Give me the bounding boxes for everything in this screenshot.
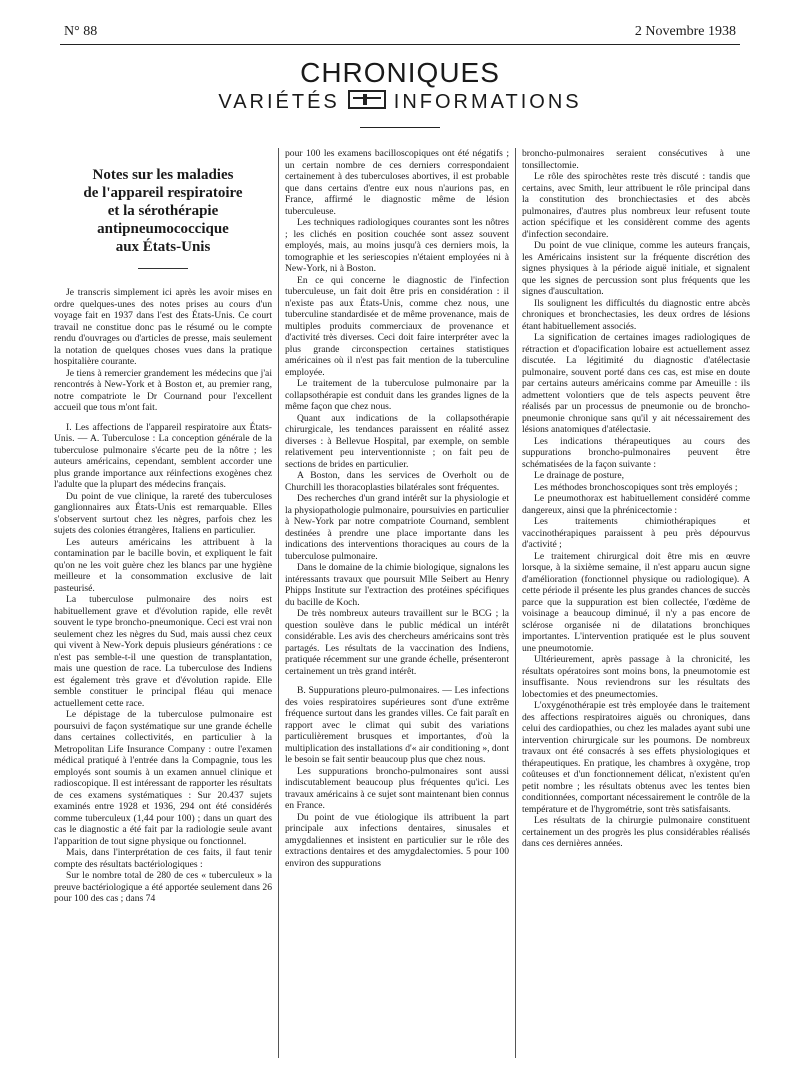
paragraph: Les résultats de la chirurgie pulmonaire constituent certainement un des progrès les plus considérables réalisés dans ces dernières années. xyxy=(522,815,750,849)
paragraph: B. Suppurations pleuro-pulmonaires. — Les infections des voies respiratoires supérieures sont d'une extrême fréquence surtout dans les grandes villes. Ce fait paraît en rapport avec le climat qui subit des variations particulièrement brusques et importantes, d'où la multiplication des installations d'« air conditioning », dont le besoin se fait sentir beaucoup plus que chez nous. xyxy=(285,685,509,765)
paragraph: Je transcris simplement ici après les avoir mises en ordre quelques-unes des notes prises au cours d'un voyage fait en 1937 dans l'est des États-Unis. Ce court travail ne constitue donc pas le résumé ou le compte rendu d'ouvrages ou d'articles de presse, mais seulement la notation de quelques choses vues dans la pratique hospitalière courante. xyxy=(54,287,272,367)
paragraph: Le pneumothorax est habituellement considéré comme dangereux, ainsi que la phrénicectomie : xyxy=(522,493,750,516)
paragraph: Ultérieurement, après passage à la chronicité, les résultats opératoires sont moins bons, la pneumotomie est insuffisante. Nous reviendrons sur les résultats des lobectomies et des pneumectomies. xyxy=(522,654,750,700)
column-1 xyxy=(54,148,272,905)
paragraph: Les indications thérapeutiques au cours des suppurations broncho-pulmonaires peuvent être schématisées de la façon suivante : xyxy=(522,435,750,470)
paragraph: De très nombreux auteurs travaillent sur le BCG ; la question soulève dans le public médical un intérêt considérable. Les avis des chercheurs américains sont très partagés. Les résultats de la vaccination des Indiens, pratiquée récemment sur une grande échelle, présenteront certainement un très grand intérêt. xyxy=(285,608,509,677)
paragraph: Je tiens à remercier grandement les médecins que j'ai rencontrés à New-York et à Boston et, au premier rang, notre compatriote le Dr Cournand pour l'excellent accueil que tous m'ont fait. xyxy=(54,367,272,413)
issue-number: N° 88 xyxy=(64,24,98,39)
article-title: Notes sur les maladies de l'appareil respiratoire et la sérothérapie antipneumococcique aux États-Unis xyxy=(83,167,243,255)
paragraph: Du point de vue clinique, la rareté des tuberculoses ganglionnaires aux États-Unis est remarquable. Elles s'observent surtout chez les nègres, parfois chez les sujets des colonies étrangères, Italiens en particulier. xyxy=(54,490,272,536)
paragraph: La signification de certaines images radiologiques de rétraction et d'opacification lobaire est actuellement assez discutée. La légitimité du diagnostic d'atélectasie pulmonaire, souvent porté dans ces cas, est mise en doute par certains auteurs américains comme par Ameuille : ils admettent volontiers que de tels aspects peuvent être réalisés par un processus de pneumonie ou de broncho-pneumonie chronique sans qu'il y ait nécessairement des lésions anatomiques d'atélectasie. xyxy=(522,332,750,435)
paragraph: Des recherches d'un grand intérêt sur la physiologie et la physiopathologie pulmonaire, poursuivies en particulier à New-York par notre compatriote Cournand, semblent destinées à prendre une place importante dans les indications des interventions thoraciques au cours de la tuberculose pulmonaire. xyxy=(285,493,509,562)
paragraph: Les suppurations broncho-pulmonaires sont aussi indiscutablement beaucoup plus fréquentes qu'ici. Les travaux américains à ce sujet sont maintenant bien connus en France. xyxy=(285,765,509,811)
paragraph: Mais, dans l'interprétation de ces faits, il faut tenir compte des résultats bactériologiques : xyxy=(54,847,272,870)
column-3 xyxy=(522,148,750,850)
paragraph: pour 100 les examens bacilloscopiques ont été négatifs ; un certain nombre de ces derniers correspondaient certainement à des tuberculoses abortives, il est probable que dans certains d'entre eux nous n'aurions pas, en France, affirmé le diagnostic même de lésion tuberculeuse. xyxy=(285,148,509,217)
paragraph: L'oxygénothérapie est très employée dans le traitement des affections respiratoires aiguës ou chroniques, dans celui des cardiopathies, ou chez les malades ayant subi une intervention chirurgicale sur les poumons. De nombreux travaux ont été consacrés à ses effets physiologiques et thérapeutiques. En pratique, les chambres à oxygène, trop coûteuses et d'un fonctionnement délicat, n'existent qu'en petit nombre ; les résultats obtenus avec les tentes bien conditionnées, comportant nécessairement le contrôle de la température et de l'hygrométrie, sont très satisfaisants. xyxy=(522,700,750,815)
paragraph: Le traitement de la tuberculose pulmonaire par la collapsothérapie est conduit dans les grandes lignes de la même façon que chez nous. xyxy=(285,378,509,412)
paragraph: Le dépistage de la tuberculose pulmonaire est poursuivi de façon systématique sur une grande échelle dans certaines collectivités, en particulier à la Metropolitan Life Insurance Company : outre l'examen médical pratiqué à l'entrée dans la Compagnie, tous les employés sont soumis à un examen annuel clinique et radioscopique. Il est intéressant de rapporter les résultats de ces examens systématiques : Sur 20.437 sujets examinés entre 1928 et 1936, 294 ont été considérés comme tuberculeux (1,44 pour 100) ; dans un quart des cas le diagnostic a été fait par la radiologie seule avant l'apparition de tout signe physique ou fonctionnel. xyxy=(54,709,272,847)
column-separator xyxy=(515,148,516,1058)
title-separator xyxy=(138,268,188,269)
paragraph: Le traitement chirurgical doit être mis en œuvre lorsque, à la sixième semaine, il n'est apparu aucun signe d'amélioration (fonctionnel physique ou radiologique). A cette période il présente les plus grandes chances de succès parce que la suppuration est bien collectée, l'œdème de voisinage a beaucoup diminué, il n'y a pas encore de sclérose organisée ni de dilatations bronchiques importantes. L'intervention pratiquée est le plus souvent une pneumotomie. xyxy=(522,550,750,654)
paragraph: Ils soulignent les difficultés du diagnostic entre abcès chroniques et bronchectasies, les deux ordres de lésions étant habituellement associés. xyxy=(522,297,750,332)
paragraph: Les auteurs américains les attribuent à la contamination par le bacille bovin, et expliquent le fait qu'on ne les voit guère chez les blancs par une hygiène meilleure et la consommation exclusive de lait pasteurisé. xyxy=(54,536,272,594)
masthead-informations: INFORMATIONS xyxy=(393,91,582,113)
paragraph: Quant aux indications de la collapsothérapie chirurgicale, les tendances paraissent en réalité assez diverses : à Bellevue Hospital, par exemple, on semble relativement peu interventionniste ; on fait peu de sections de brides en particulier. xyxy=(285,412,509,470)
column-2 xyxy=(285,148,509,869)
page-header xyxy=(64,24,736,44)
paragraph: Le drainage de posture, xyxy=(534,470,625,481)
masthead-title: CHRONIQUES xyxy=(300,57,500,88)
paragraph: En ce qui concerne le diagnostic de l'infection tuberculeuse, un fait doit être pris en considération : il n'existe pas aux États-Unis, comme chez nous, une tuberculine standardisée et de même provenance, mais de multiples produits commerciaux de provenance et d'activité très diverses. Ceci doit faire interpréter avec la plus grande circonspection certaines statistiques américaines où il n'est pas fait mention de la tuberculine employée. xyxy=(285,274,509,378)
paragraph: Du point de vue étiologique ils attribuent la part principale aux infections dentaires, sinusales et amygdaliennes et insistent en particulier sur le rôle des extractions dentaires et des amygdalectomies. 5 pour 100 environ des suppurations xyxy=(285,811,509,869)
paragraph: Dans le domaine de la chimie biologique, signalons les intéressants travaux que poursuit Mlle Seibert au Henry Phipps Institute sur l'extraction des protéines spécifiques du bacille de Koch. xyxy=(285,562,509,608)
masthead-rule xyxy=(360,127,440,128)
paragraph: broncho-pulmonaires seraient consécutives à une tonsillectomie. xyxy=(522,148,750,171)
paragraph: Sur le nombre total de 280 de ces « tuberculeux » la preuve bactériologique a été apportée seulement dans 26 pour 100 des cas ; dans 74 xyxy=(54,870,272,904)
issue-date: 2 Novembre 1938 xyxy=(634,24,736,39)
paragraph: Du point de vue clinique, comme les auteurs français, les Américains insistent sur la fréquente discrétion des signes physiques à la période aiguë initiale, et signalent que les signes de percussion sont plus fréquents que les signes d'auscultation. xyxy=(522,240,750,297)
paragraph: Les traitements chimiothérapiques et vaccinothérapiques paraissent à peu près dépourvus d'activité ; xyxy=(522,516,750,550)
paragraph: A Boston, dans les services de Overholt ou de Churchill les thoracoplasties bilatérales sont fréquentes. xyxy=(285,470,509,493)
paragraph: Les techniques radiologiques courantes sont les nôtres ; les clichés en position couchée sont assez souvent employés, mais, au moins jusqu'à ces derniers mois, la tomographie et les seriescopies n'étaient employées ni à New-York, ni à Boston. xyxy=(285,217,509,274)
masthead-varietes: VARIÉTÉS xyxy=(218,91,340,113)
masthead-subtitle xyxy=(0,90,800,114)
header-rule xyxy=(60,44,740,45)
column-separator xyxy=(278,148,279,1058)
masthead xyxy=(0,58,800,114)
paragraph: Le rôle des spirochètes reste très discuté : tandis que certains, avec Smith, leur attribuent le rôle principal dans la constitution des bronchiectasies et des abcès pulmonaires, d'autres plus nombreux leur refusent toute action spécifique et les considèrent comme des agents d'infection secondaire. xyxy=(522,171,750,240)
masthead-logo-icon xyxy=(348,90,386,109)
paragraph: La tuberculose pulmonaire des noirs est habituellement grave et d'évolution rapide, elle revêt souvent le type broncho-pneumonique. Ceci est vrai non seulement chez les nègres du Sud, mais aussi chez ceux qui vivent à New-York depuis plusieurs générations : ce n'est pas semble-t-il une question de transplantation, mais une question de race. La tuberculose des Indiens est également très grave et d'évolution rapide. Elle semble constituer le principal fléau qui menace actuellement cette race. xyxy=(54,594,272,709)
paragraph: I. Les affections de l'appareil respiratoire aux États-Unis. — A. Tuberculose : La conception générale de la tuberculose pulmonaire s'écarte peu de la nôtre ; les auteurs américains, cependant, semblent accorder une plus grande importance aux réinfections exogènes chez l'adulte que la plupart des médecins français. xyxy=(54,421,272,490)
paragraph: Les méthodes bronchoscopiques sont très employés ; xyxy=(534,481,738,493)
